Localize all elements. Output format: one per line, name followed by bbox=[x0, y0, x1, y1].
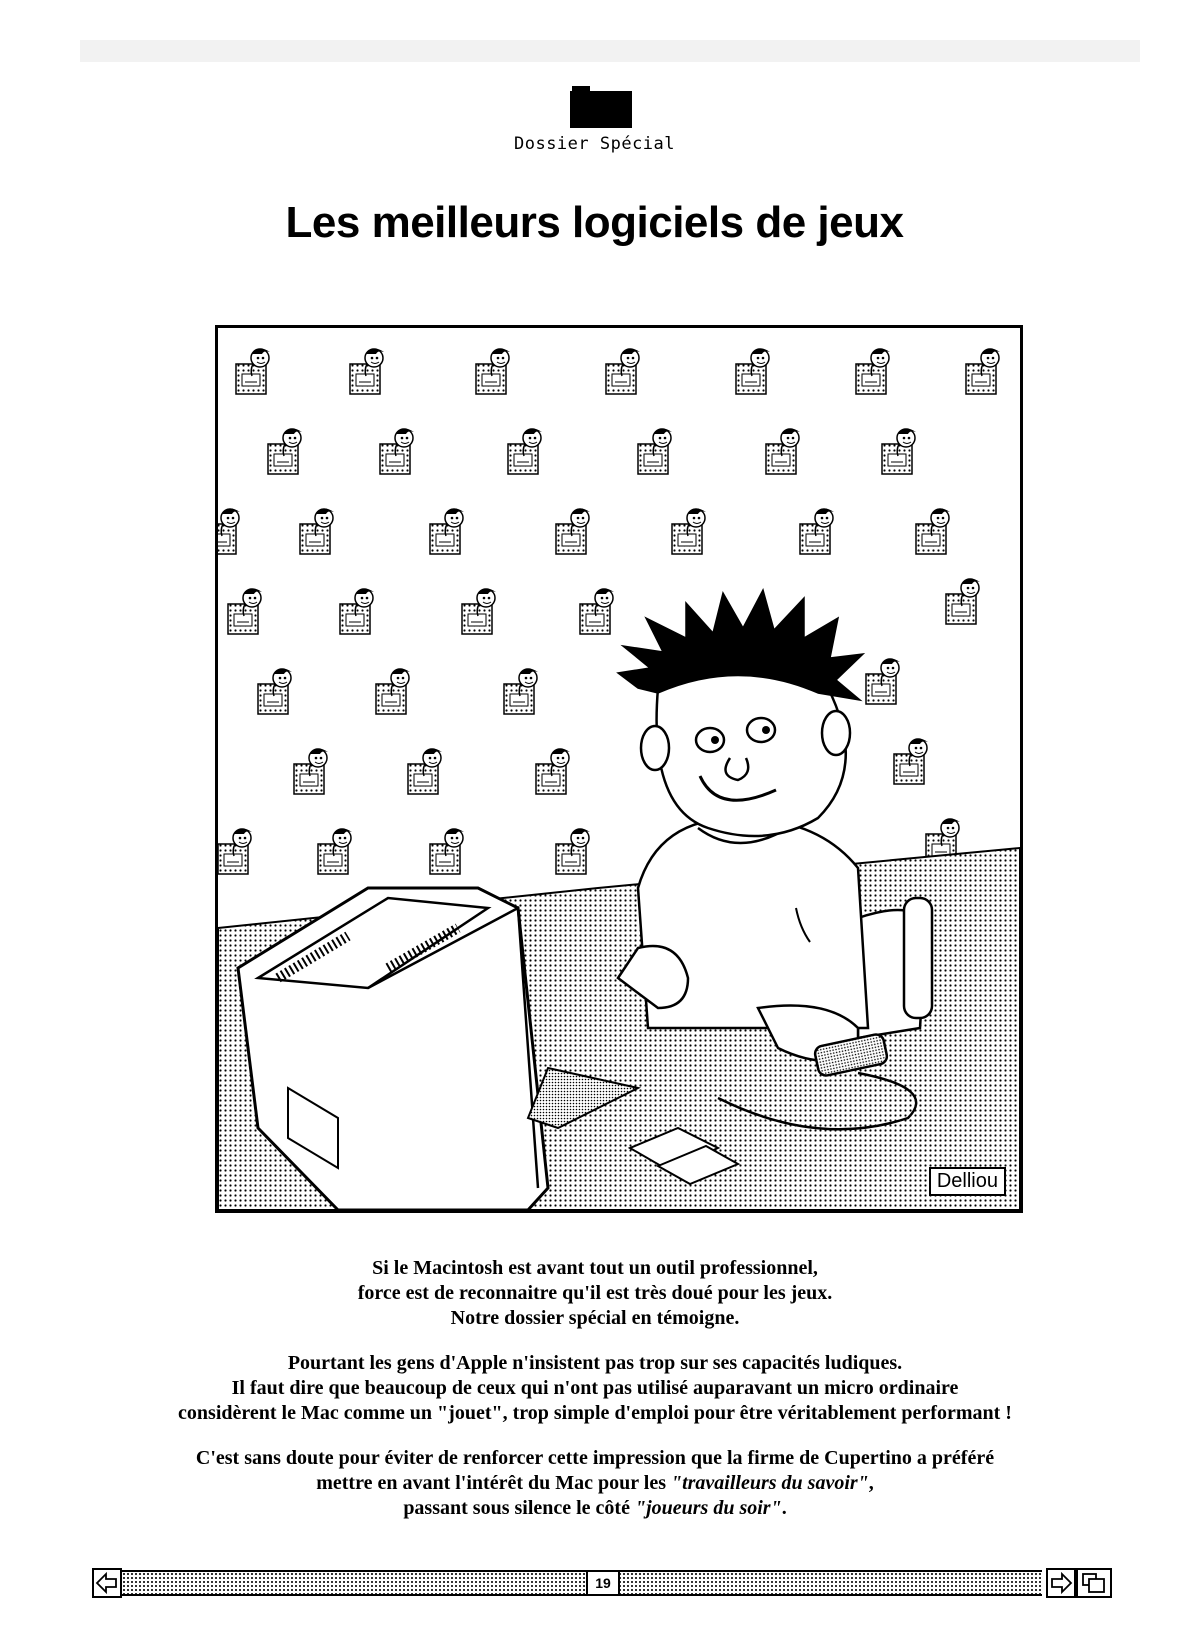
page-number[interactable]: 19 bbox=[586, 1570, 620, 1596]
illustrator-credit: Delliou bbox=[929, 1167, 1006, 1196]
folder-icon bbox=[570, 84, 632, 128]
intro-line: Il faut dire que beaucoup de ceux qui n'ont pas utilisé auparavant un micro ordinaire bbox=[231, 1377, 959, 1399]
page-scrollbar[interactable] bbox=[92, 1568, 1112, 1598]
intro-line: Notre dossier spécial en témoigne. bbox=[450, 1307, 740, 1329]
intro-emphasis: "joueurs du soir" bbox=[634, 1497, 782, 1519]
intro-paragraph-3 bbox=[80, 1446, 1110, 1521]
resize-box[interactable] bbox=[1076, 1568, 1112, 1598]
scroll-right-button[interactable] bbox=[1046, 1568, 1076, 1598]
section-label: Dossier Spécial bbox=[513, 134, 676, 154]
resize-icon bbox=[1078, 1570, 1110, 1596]
intro-paragraph-2 bbox=[80, 1351, 1110, 1426]
intro-line: . bbox=[781, 1497, 787, 1519]
article-title: Les meilleurs logiciels de jeux bbox=[285, 198, 904, 247]
intro-line: Pourtant les gens d'Apple n'insistent pas trop sur ses capacités ludiques. bbox=[287, 1352, 903, 1374]
intro-line: passant sous silence le côté bbox=[403, 1497, 635, 1519]
intro-line: force est de reconnaitre qu'il est très doué pour les jeux. bbox=[357, 1282, 833, 1304]
intro-line: considèrent le Mac comme un "jouet", trop simple d'emploi pour être véritablement performant ! bbox=[178, 1402, 1012, 1424]
intro-emphasis: "travailleurs du savoir" bbox=[670, 1472, 869, 1494]
scroll-left-button[interactable] bbox=[92, 1568, 122, 1598]
intro-paragraph-1 bbox=[80, 1256, 1110, 1331]
cartoon-illustration bbox=[215, 325, 1023, 1213]
intro-line: C'est sans doute pour éviter de renforcer cette impression que la firme de Cupertino a préféré bbox=[195, 1447, 995, 1469]
arrow-right-icon bbox=[1048, 1570, 1074, 1596]
arrow-left-icon bbox=[94, 1570, 120, 1596]
illustration-drawing bbox=[218, 328, 1020, 1210]
intro-line: mettre en avant l'intérêt du Mac pour les bbox=[316, 1472, 671, 1494]
intro-line: Si le Macintosh est avant tout un outil professionnel, bbox=[372, 1257, 818, 1279]
intro-text bbox=[80, 1256, 1110, 1541]
intro-line: , bbox=[868, 1472, 874, 1494]
scroll-track[interactable] bbox=[122, 1570, 1042, 1596]
